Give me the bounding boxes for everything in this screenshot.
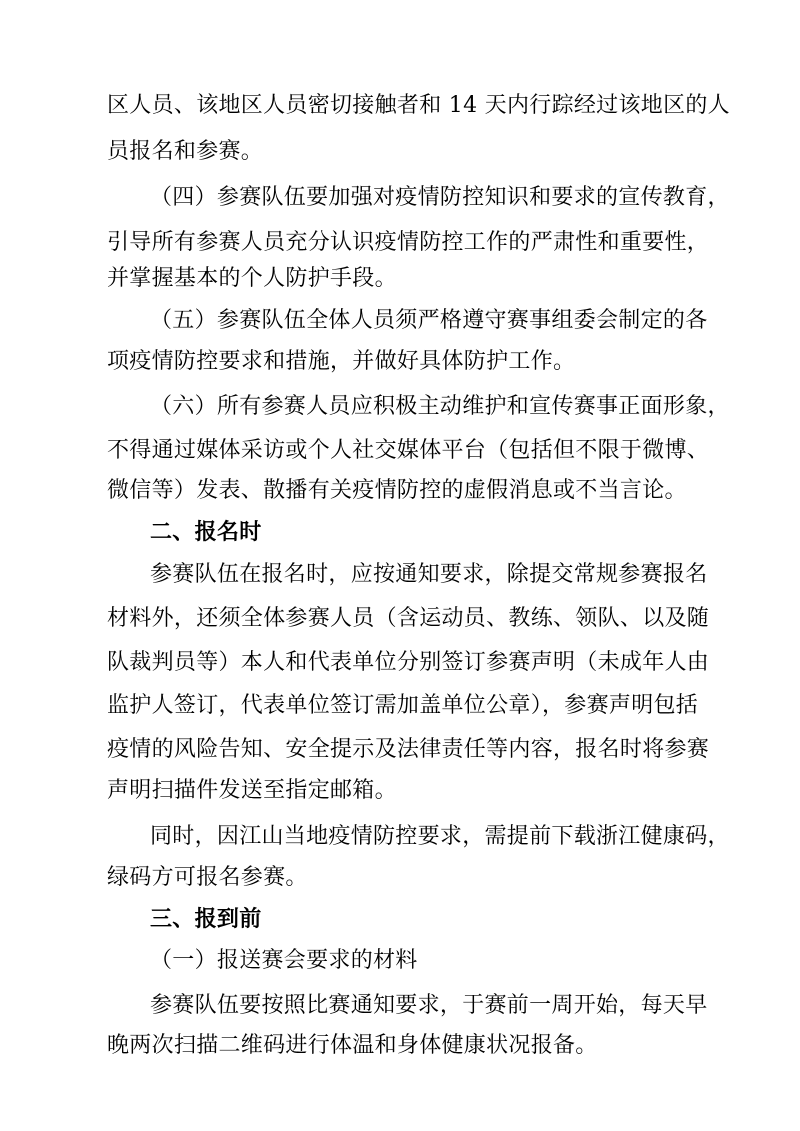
paragraph-registration: 参赛队伍在报名时，应按通知要求，除提交常规参赛报名 bbox=[150, 562, 708, 587]
body-text-line: 员报名和参赛。 bbox=[107, 139, 264, 164]
body-text-line: 晚两次扫描二维码进行体温和身体健康状况报备。 bbox=[107, 1033, 598, 1058]
paragraph-materials: 参赛队伍要按照比赛通知要求，于赛前一周开始，每天早 bbox=[150, 993, 708, 1018]
body-text-line: 队裁判员等）本人和代表单位分别签订参赛声明（未成年人由 bbox=[107, 650, 710, 675]
body-text-line: 微信等）发表、散播有关疫情防控的虚假消息或不当言论。 bbox=[107, 478, 687, 503]
body-text-line: 不得通过媒体采访或个人社交媒体平台（包括但不限于微博、 bbox=[107, 438, 710, 463]
paragraph-item-5: （五）参赛队伍全体人员须严格遵守赛事组委会制定的各 bbox=[150, 308, 708, 333]
body-text-line: 引导所有参赛人员充分认识疫情防控工作的严肃性和重要性， bbox=[107, 230, 710, 255]
section-heading-registration: 二、报名时 bbox=[150, 520, 262, 545]
body-text-line: 材料外，还须全体参赛人员（含运动员、教练、领队、以及随 bbox=[107, 606, 710, 631]
paragraph-health-code: 同时，因江山当地疫情防控要求，需提前下载浙江健康码， bbox=[150, 824, 730, 849]
body-text-line: 并掌握基本的个人防护手段。 bbox=[107, 266, 397, 291]
body-text-line: 疫情的风险告知、安全提示及法律责任等内容，报名时将参赛 bbox=[107, 737, 710, 762]
body-text-line: 区人员、该地区人员密切接触者和 14 天内行踪经过该地区的人 bbox=[107, 93, 730, 118]
body-text-line: 绿码方可报名参赛。 bbox=[107, 865, 308, 890]
paragraph-item-4: （四）参赛队伍要加强对疫情防控知识和要求的宣传教育， bbox=[150, 185, 730, 210]
body-text-line: 声明扫描件发送至指定邮箱。 bbox=[107, 778, 397, 803]
body-text-line: 项疫情防控要求和措施，并做好具体防护工作。 bbox=[107, 349, 576, 374]
subsection-heading-materials: （一）报送赛会要求的材料 bbox=[150, 948, 418, 973]
body-text-line: 监护人签订，代表单位签订需加盖单位公章），参赛声明包括 bbox=[107, 693, 699, 718]
paragraph-item-6: （六）所有参赛人员应积极主动维护和宣传赛事正面形象， bbox=[150, 394, 730, 419]
section-heading-before-arrival: 三、报到前 bbox=[150, 907, 262, 932]
